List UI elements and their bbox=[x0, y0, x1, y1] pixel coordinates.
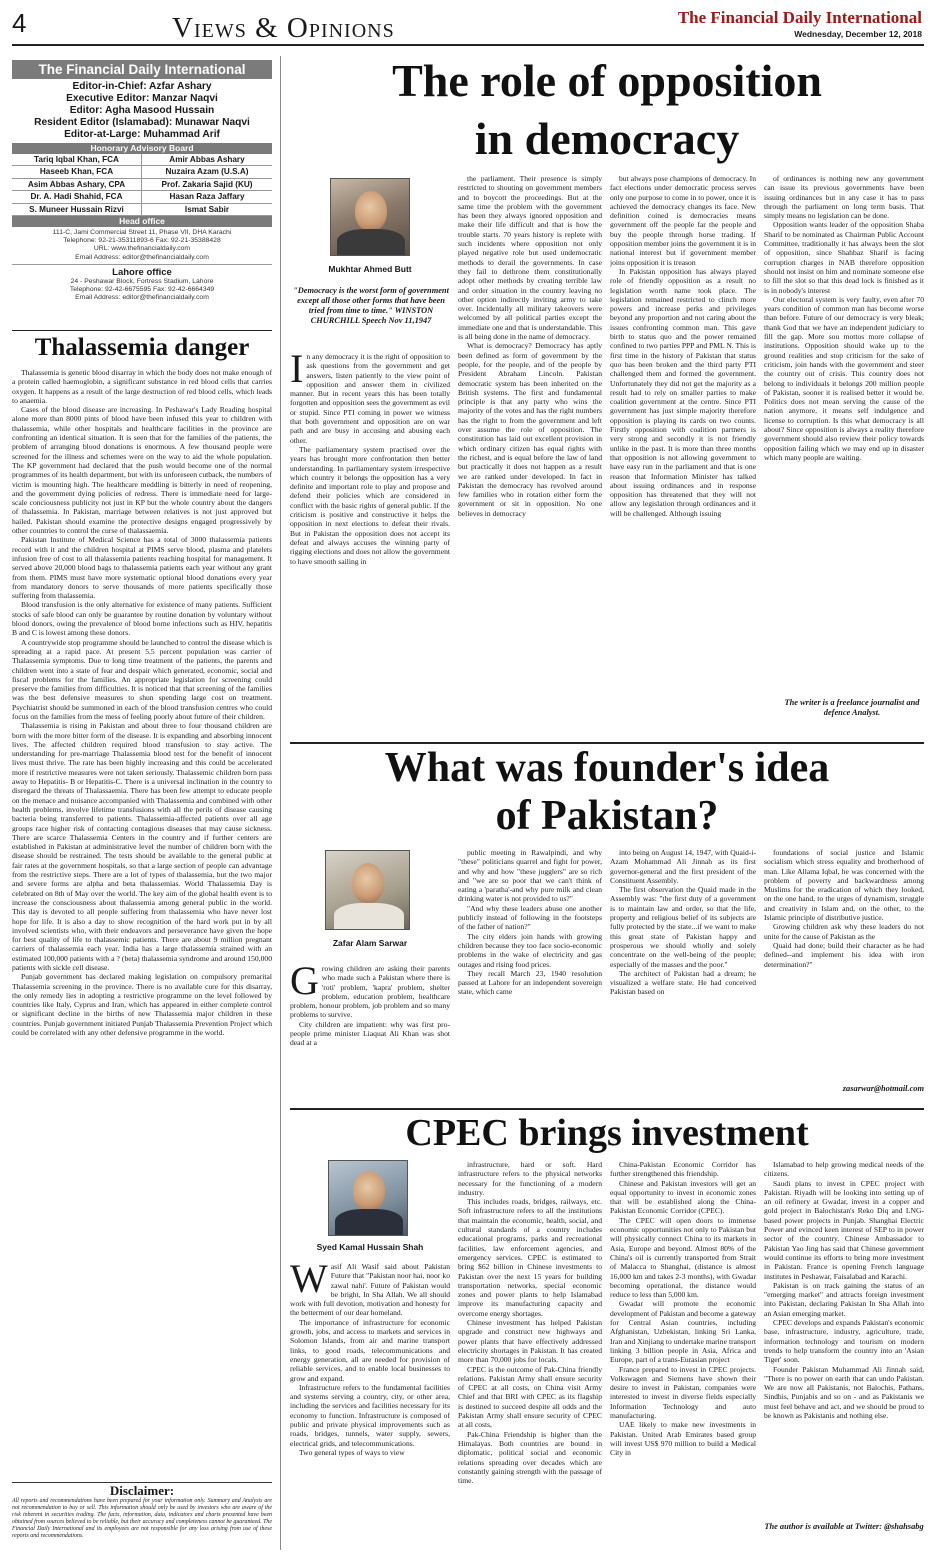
board-member: Tariq Iqbal Khan, FCA bbox=[12, 154, 142, 166]
editor-line: Editor: Agha Masood Hussain bbox=[69, 105, 215, 116]
article1-author: Mukhtar Ahmed Butt bbox=[328, 264, 412, 274]
article3-col-2-text bbox=[458, 1160, 602, 1550]
article3-paragraph: This includes roads, bridges, railways, etc. Soft infrastructure refers to all the institutions that maintain the economic, health, social, and cultural standards of a country includes educational programs, parks and recreational facilities, law enforcement agencies, and emergency services. CPEC is estimated to bring $62 billion in Chinese investments to Pakistan over the next 15 years for building transportation networks, special economic zones and power plants to help Islamabad improve its manufacturing capacity and overcome energy shortages. bbox=[458, 1197, 602, 1318]
article3-paragraph: infrastructure, hard or soft. Hard infrastructure refers to the physical networks necessary for the functioning of a modern industry. bbox=[458, 1160, 602, 1197]
article2-col-3-text bbox=[610, 848, 756, 1104]
lahore-office-title: Lahore office bbox=[112, 266, 172, 278]
office-line: Email Address: editor@thefinancialdaily.com bbox=[75, 294, 209, 302]
article2-paragraph: public meeting in Rawalpindi, and why "these" politicians quarrel and fight for power, and why and how "these jugglers" are so rich and "we are so poor that we can't think of eating a 'paratha'-and why pure milk and clean drinking water is not provided to us?" bbox=[458, 848, 602, 904]
article3-paragraph: Founder Pakistan Muhammad Ali Jinnah said, "There is no power on earth that can undo Pakistan. We are now all Pakistanis, not Balochis, Pathans, Sindhis, Punjabis and so on - and as Pakistanis we must feel behave and act, and we should be proud to be known as Pakistanis and nothing else. bbox=[764, 1364, 924, 1421]
article2-paragraph: Growing children ask why these leaders do not unite for the cause of Pakistan as the bbox=[764, 922, 924, 941]
editorial-paragraph: Cases of the blood disease are increasing. In Peshawar's Lady Reading hospital alone more than 8000 pints of blood have been infused this year to children with thalassemia, while other hospitals and healthcare facilities in the province are confronting an identical situation. It is seen that for the families of the patients, the problem of arranging blood donations is enormous. A few thousand people were screened for the illness and schemes were on the way to aid the whole population. The KP government had declared that the push would become one of the normal programmes of its health department, but with its unforeseen cutback, the numbers of victim is mounting high. The healthcare meddling is bitterly in need of reopening, and the government dying policies of redress. There is immediate need for large-scale conciousness publicity not just in KP but the whole country about the dangers of thalassemia. In Pakistan, marriage between relatives is not just approved but hailed. Pakistan should examine the protective designs engaged progressively by other countries to control the curse of thalassaemia. bbox=[12, 405, 272, 536]
article3-paragraph: Saudi plans to invest in CPEC project with Pakistan. Riyadh will be looking into setting up of an oil refinery at Gwadar, invest in a copper and gold project in Balochistan's Reko Diq and LNG-based power projects in Punjab. Shanghai Electric Power and evinced keen interest of SEP to in power sector of the country. Chinese Ambassador to Pakistan Yao Jing has said that Chinese government would continue its efforts to bring more investment in Pakistan. France is opening French language institutes in Peshawar, Faisalabad and Karachi. bbox=[764, 1178, 924, 1281]
article1-paragraph: In Pakistan opposition has always played role of friendly opposition as a result no legislation worth name took place. The legislation remained restricted to clinch more powers and increase perks and privileges beyond any proportion and not caring about the issues confronting common man. This gave birth to status quo and the power remained confined to two parties PPP and PML N. This is first time in the history of Pakistan that status quo has been broken and the third party PTI challenged them and formed the government. Unfortunately they did not get the majority as a result had to rely on smaller parties to make coalition government at the centre. Since PTI government has just simple majority therefore opposition is playing its cards on two counts. Firstly opposition with coalition partners is very strong and secondly it is not friendly unlike in the past. It is more than three months that opposition is not allowing government to have easy run in the parliament and that is one reason that Information Minister has talked about issuing ordinances and in response opposition has threatened that they will not allow any legislation through ordinances and it will be challenged. Although issuing bbox=[610, 266, 756, 518]
article3-paragraph: Two general types of ways to view bbox=[299, 1447, 405, 1457]
article1-col-1-text bbox=[290, 352, 450, 736]
article2-title bbox=[290, 744, 924, 840]
section-title: Views & Opinions bbox=[172, 12, 395, 44]
advisory-board-title: Honorary Advisory Board bbox=[12, 143, 272, 154]
article3-col-4-text bbox=[764, 1160, 924, 1518]
editor-line: Editor-in-Chief: Azfar Ashary bbox=[72, 81, 212, 92]
header-rule bbox=[12, 44, 924, 46]
editorial-paragraph: Punjab government has declared making legislation on compulsory premarital Thalassemia screening in the province. There is no available cure for this disarray, the only remedy lies in adopting a restrictive programme on the level followed by countries like Italy, Cyprus and Iran, which has appeared in either complete control or significant decline in the births of new Thalassemia major children in these countries. Punjab government initiated Punjab Thalassemia Prevention Project which could be correlated with any other defensive programme in the world. bbox=[12, 972, 272, 1038]
article3-paragraph: Infrastructure refers to the fundamental facilities and systems serving a country, city, or other area, including the services and facilities necessary for its economy to function. Infrastructure is composed of public and private physical improvements such as roads, bridges, tunnels, water supply, sewers, electrical grids, and telecommunications. bbox=[290, 1382, 450, 1448]
author-photo bbox=[325, 850, 410, 930]
board-member: Prof. Zakaria Sajid (KU) bbox=[142, 179, 272, 191]
article1-col-3-text bbox=[610, 174, 756, 738]
article3-text: asif Ali Wasif said about Pakistan Future that "Pakistan noor hai, noor ko zawal nahi'. Future of Pakistan would be bright, In Sha Allah. We all should work with full devotion, motivation and honesty for the betterment of our dear homeland. bbox=[290, 1262, 450, 1318]
issue-date: Wednesday, December 12, 2018 bbox=[794, 29, 922, 39]
article1-text: n any democracy it is the right of opposition to ask questions from the government and get answers, listen patiently to the view point of opposition and answer them in civilized manner. But in recent years this has been totally forgotten and opposition sees the government as evil or stupid. Since PTI coming in power we witness that both government and opposition are on war path and are busy in accusing and abusing each other. bbox=[290, 352, 450, 445]
board-member: Dr. A. Hadi Shahid, FCA bbox=[12, 191, 142, 203]
article2-author: Zafar Alam Sarwar bbox=[332, 938, 408, 948]
board-member: Nuzaira Azam (U.S.A) bbox=[142, 166, 272, 178]
article1-paragraph: Our electoral system is very faulty, even after 70 years condition of common man has become worse than before. Future of our democracy is very bleak; thank God that we have an independent judiciary to fill the gap. More sou mottos more collapse of institutions. Opposition should wake up to the ground realities and stop criticism for the sake of criticism, join hands with the government and steer the country out of crisis. This country does not belong to individuals it belongs 200 million people of Pakistan, sooner it is realised better it would be. Politics does not mean serving the cause of the nation anymore, it means self indulgence and license to corruption. Is this what democracy is all about? Since opposition is always a reality therefore government should also review their policy towards opposition failing which we may end up in disaster which many people are waiting. bbox=[764, 294, 924, 462]
article2-text: rowing children are asking their parents who made such a Pakistan where there is 'roti' problem, 'kapra' problem, shelter problem, education problem, healthcare problem, honour problem, job problem and so many problems to survive. bbox=[290, 964, 450, 1020]
article3-paragraph: Chinese investment has helped Pakistan upgrade and construct new highways and power plants that have effectively addressed electricity shortages in Pakistan. It has created more than 70,000 jobs for locals. bbox=[458, 1318, 602, 1365]
board-member: Hasan Raza Jaffary bbox=[142, 191, 272, 203]
editorial-paragraph: A countrywide stop programme should be launched to control the disease which is spreading at a rapid pace. At present 5.5 percent population was carrier of Thalassemia symptoms. Due to long time treatment of the patients, the parents and children went into a state of fear and despair which generated, economic, social and fiscal problems for the families. An appropriate legislation for screening could preserve the families from difficulties. It is noticed that that screening of the families was the best defensive measures to shun spending large cost on treatment. Psychiatrist should be summoned in each of the blood transfusion centres who could focus on the families from the mess of feeling poorly about future of their children. bbox=[12, 637, 272, 721]
paper-name: The Financial Daily International bbox=[677, 8, 922, 27]
dropcap: I bbox=[290, 352, 304, 391]
masthead-box bbox=[12, 60, 272, 302]
article2-paragraph: The city elders join hands with growing children because they too face socio-economic problems in the wake of electricity and gas outages and rising food prices. bbox=[458, 931, 602, 969]
advisory-board bbox=[12, 154, 272, 216]
editorial-paragraph: Thalassemia is genetic blood disarray in which the body does not make enough of a protein called haemoglobin, a significant substance in red blood cells that carries oxygen. It happens as a result of the large destruction of red blood cells, which leads to anaemia. bbox=[12, 368, 272, 405]
editor-line: Executive Editor: Manzar Naqvi bbox=[66, 93, 218, 104]
article1-paragraph: Opposition wants leader of the opposition Shaba Sharif to be nominated as Chairman Public Account Committee, traditionally it has always been the slot of opposition, since Shahbaz Sharif is facing corruption charges in NAB therefore opposition should not insist on him and nominate someone else to fill the slot so that this dead lock is finished as it is in nobody's interest bbox=[764, 220, 924, 295]
article1-title bbox=[290, 52, 924, 168]
article2-paragraph: City children are impatient: why was first pro-people prime minister Liaquat Ali Khan was shot dead at a bbox=[290, 1019, 450, 1048]
board-member: S. Muneer Hussain Rizvi bbox=[12, 204, 142, 216]
article3-paragraph: Pakistan is on track gaining the status of an "emerging market" and attracts foreign investment into Pakistan, declaring Pakistan In Sha Allah into an Asian emerging market. bbox=[764, 1280, 924, 1318]
article2-col-2-text bbox=[458, 848, 602, 1104]
article3-col-3-text bbox=[610, 1160, 756, 1550]
article1-paragraph: What is democracy? Democracy has aptly been defined as form of government by the people, for the people, and of the people by President Abraham Lincoln. Pakistan democratic system has been inherited on the British systems. The first and fundamental principle is that any party who wins the majority of the votes and has the right numbers has the right to from the government and left over assume the role of opposition. The constitution has laid out excellent provision in which ordinary citizen has equal rights with the richest, and is equal before the law of land but practically it does not happen as a result we are ranked under developed. In fact in Pakistan the democracy has revolved around few families who in rotation either form the government or sit in opposition. No one believes in democracy bbox=[458, 341, 602, 518]
office-line: 111-C, Jami Commercial Street 11, Phase VII, DHA Karachi bbox=[52, 228, 232, 236]
editorial-paragraph: Blood transfusion is the only alternative for existence of many patients. Sufficient stocks of safe blood can only be guarantee by routine donation by voluntary without blood donors, owing the prevalence of blood borne infections such as HIV, hepatitis B and C is lowest among these donors. bbox=[12, 600, 272, 638]
article3-author: Syed Kamal Hussain Shah bbox=[316, 1242, 424, 1252]
article2-paragraph: They recall March 23, 1940 resolution passed at Lahore for an independent sovereign state, which came bbox=[458, 968, 602, 997]
article3-paragraph: CPEC develops and expands Pakistan's economic base, infrastructure, industry, agriculture, trade, information technology and tourism on modern trends to help transform the country into an 'Asian Tiger' soon. bbox=[764, 1318, 924, 1365]
masthead-title: The Financial Daily International bbox=[12, 60, 272, 79]
article1-quote: "Democracy is the worst form of government except all those other forms that have been tried from time to time." WINSTON CHURCHILL Speech Nov 11,1947 bbox=[293, 286, 449, 325]
article3-paragraph: Gwadar will promote the economic development of Pakistan and become a gateway for Central Asian countries, including Afghanistan, Uzbekistan, linking Sri Lanka, Iran and Xinjiang to undertake marine transport linking 3 billion people in Asia, Africa and Europe, part of a trans-Eurasian project bbox=[610, 1299, 756, 1365]
article3-paragraph: Pak-China Friendship is higher than the Himalayas. Both countries are bound in diplomatic, political social and economic relations spreading over decades which are constantly gaining strength with the passage of time. bbox=[458, 1429, 602, 1486]
author-photo bbox=[328, 1160, 408, 1236]
author-photo bbox=[330, 178, 410, 256]
board-member: Asim Abbas Ashary, CPA bbox=[12, 179, 142, 191]
office-line: URL: www.thefinancialdaily.com bbox=[93, 245, 191, 253]
article3-signoff: The author is available at Twitter: @shahsabg bbox=[764, 1522, 924, 1531]
article2-paragraph: The architect of Pakistan had a dream; he visualized a welfare state. He had conceived Pakistan based on bbox=[610, 968, 756, 997]
article1-paragraph: but always pose champions of democracy. In fact elections under democratic process serves only one purpose to come in to power, once it is achieved the democracy changes its face. New definition coined is democracies means government off the people far the people and buy the people through horse trading. If opposition member joins the government it is in national interest but if government member joins opposition it is treason bbox=[610, 174, 756, 267]
article1-paragraph: The parliamentary system practised over the years has brought more confrontation then better understanding. In parliamentary system irrespective which country it belongs the opposition has a very definite and important role to play and propose and defend their policies which are considered in conflict with the basic rights of general public. If the criticism is positive and constructive it helps the opposition in next elections to defeat their rivals. But in Pakistan the opposition does not accept its defeat and always accuses the winning party of rigging elections and does not allow the government to have smooth sailing in bbox=[290, 444, 450, 566]
editorial-title: Thalassemia danger bbox=[34, 334, 250, 361]
dropcap: G bbox=[290, 964, 319, 1003]
article2-paragraph: foundations of social justice and Islamic socialism which stress equality and brotherhood of man. Like Allama Iqbal, he was concerned with the problem of poverty and backwardness among Muslims for the eradication of which they looked, on the one hand, to the urges of dynamism, struggle and creativity in Islam and, on the other, to the Islamic principle of distributive justice. bbox=[764, 848, 924, 923]
editorial-paragraph: Thalassemia is rising in Pakistan and about three to four thousand children are born with the more bitter form of the disease. It is expanding and absorbing innocent lives. The affected children required blood transfusion to stay active. The understanding for pre-marriage Thalassemia blood test for the benefit of innocent lives must thrive. The rate has been highly increasing and this could be accelerated more if restrictive measures were not taken seriously. Thalassemic children born pass away to Hepatitis- B or Hepatitis-C. There is a universal inclination in the country to disregard the threats of Thalassaemia. There has been few attempt to educate people on the menace and nuisance accompanied with Thalassemia and combined with other health problems, involve lifetime transfusions with all the perils of disease causing bacteria being transferred to patients. Thalassemia-affected patients over all age groups race higher risk of contacting contagious diseases that may cause sickness. There are scarce Thalassemia Centers in the country and if further centers are established in Pakistan at administrative level the number of children born with the disease should be restrained. The tests should be available to the general public at fair rates at the government hospitals, so that a large section of people can advantage from the restrictive steps. There are a lot of types of thalassemia, but the two major and severe forms are alpha and beta thalassemias. World Thalassemia Day is celebrated on 8th of May over the world. The key aim of the global health event is to increase the consciousness about thalassemia among general public in the world. This day is devoted to all people suffering from thalassemia who have never lost hope for life. It is also a day to show recognition of the hard work put in by all involved scientists who, with their endeavors and perseverance have given the hope for best quality of life to thalassemic patients. There are about 9 million pregnant carriers of thalassemia each year. India has a large thalassemia strained with an estimated 100,000 patients with a ? (beta) thalassemia syndrome and around 150,000 patients with sickle cell disease. bbox=[12, 721, 272, 972]
article3-paragraph: The CPEC will open doors to immense economic opportunities not only to Pakistan but will physically connect China to its markets in Asia, Europe and beyond. Almost 80% of the China's oil is currently transported from Strait of Malacca to Shanghai, (distance is almost 16,000 km and takes 2-3 months), with Gwadar becoming operational, the distance would reduce to less than 5,000 km. bbox=[610, 1215, 756, 1300]
office-line: Telephone: 92-21-35311893-6 Fax: 92-21-35388428 bbox=[63, 237, 221, 245]
column-divider bbox=[280, 56, 281, 1550]
article3-paragraph: France prepared to invest in CPEC projects. Volkswagen and Siemens have shown their desire to invest in Pakistan, companies were interested to invest in diverse fields especially Information Technology and auto manufacturing. bbox=[610, 1364, 756, 1421]
board-member: Ismat Sabir bbox=[142, 204, 272, 216]
article3-paragraph: The importance of infrastructure for economic growth, jobs, and access to markets and services in Solomon Islands, from air and marine transport links, to good roads, telecommunications and energy generation, all are needed for provision of reliable services, and to enable local businesses to grow and expand. bbox=[290, 1317, 450, 1383]
disclaimer-title: Disclaimer: bbox=[109, 1483, 175, 1498]
article1-col-2-text bbox=[458, 174, 602, 738]
article1-paragraph: of ordinances is nothing new any government can issue its previous governments have been issuing ordinances but in any case it has to pass through the parliament on long term basis. That simply means no legislation can be done. bbox=[764, 174, 924, 221]
article2-signoff: zasarwar@hotmail.com bbox=[842, 1084, 924, 1093]
editorial-paragraph: Pakistan Institute of Medical Science has a total of 3000 thalassemia patients record with it and the children hospital at PIMS serve blood, plasma and platelets infusion free of cost to all thalassemia patients reaching hospital for management. It served above 20,000 blood bags to thalassemia patients each year without any grant from them. PIMS must have more systematic optional blood donations every year from mandatory donors to serve thousands of more patients specifically those suffering from thalassemia. bbox=[12, 535, 272, 601]
article3-paragraph: CPEC is the outcome of Pak-China friendly relations. Pakistan Army shall ensure security of CPEC at all costs, on China visit Army Chief and that BRI with CPEC as its flagship is destined to succeed despite all odds and the Pakistan Army shall ensure security of CPEC at all costs, bbox=[458, 1364, 602, 1430]
article2-col-4-text bbox=[764, 848, 924, 1070]
article1-title-line: The role of opposition bbox=[392, 55, 822, 106]
editorial-body bbox=[12, 368, 272, 1478]
article3-paragraph: Islamabad to help growing medical needs of the citizens. bbox=[764, 1160, 924, 1179]
disclaimer-box bbox=[12, 1482, 272, 1548]
article1-signoff: The writer is a freelance journalist and defence Analyst. bbox=[784, 698, 920, 717]
article1-paragraph: the parliament. Their presence is simply restricted to shouting on government members and to boycott the proceedings. But at the same time the problem with the government has been they always ignored opposition and make their life difficult and that is how the trouble starts. 70 years history is replete with such incidents where opposition not only played negative role but used undemocratic methods to derail the governments. In case they fail to dethrone them constitutionally adopt other methods by creating terrible law and order situation in the country leaving no other option indirectly inviting army to take over. Incidentally all military takeovers were welcomed by all political parties except the immediate one and that is understandable. This is all being done in the name of democracy. bbox=[458, 174, 602, 342]
article2-title-line: of Pakistan? bbox=[495, 793, 719, 839]
dropcap: W bbox=[290, 1262, 328, 1301]
article2-paragraph: The first observation the Quaid made in the Assembly was: "the first duty of a government is to maintain law and order, so that the life, property and religious belief of its subjects are fully protected by the state...if we want to make this great state of Pakistan happy and prosperous we should wholly and solely concentrate on the well-being of the people; especially of the masses and the poor." bbox=[610, 885, 756, 969]
article1-col-4-text bbox=[764, 174, 924, 694]
article3-col-1-text bbox=[290, 1262, 450, 1550]
editorial-rule bbox=[12, 330, 272, 331]
board-member: Amir Abbas Ashary bbox=[142, 154, 272, 166]
article2-paragraph: Quaid had done; build their character as he had defined--and implement his idea with iron determination?" bbox=[764, 940, 924, 969]
article3-title: CPEC brings investment bbox=[405, 1112, 809, 1154]
office-line: Email Address: editor@thefinancialdaily.com bbox=[75, 253, 209, 261]
board-member: Haseeb Khan, FCA bbox=[12, 166, 142, 178]
editor-line: Resident Editor (Islamabad): Munawar Naqvi bbox=[34, 117, 250, 128]
article3-paragraph: Chinese and Pakistan investors will get an equal opportunity to invest in economic zones that will be established along the China-Pakistan Economic Corridor (CPEC). bbox=[610, 1178, 756, 1216]
office-line: Telephone: 92-42-6675595 Fax: 92-42-6664349 bbox=[69, 285, 215, 293]
head-office-title: Head office bbox=[12, 216, 272, 227]
article2-col-1-text bbox=[290, 964, 450, 1104]
article2-title-line: What was founder's idea bbox=[384, 745, 830, 791]
article2-paragraph: into being on August 14, 1947, with Quaid-i-Azam Mohammad Ali Jinnah as its first governor-general and the first president of the Constituent Assembly. bbox=[610, 848, 756, 885]
editor-line: Editor-at-Large: Muhammad Arif bbox=[64, 129, 220, 140]
article1-title-line: in democracy bbox=[474, 113, 740, 164]
article2-paragraph: "And why these leaders abuse one another publicly instead of following in the footsteps of the father of nation?" bbox=[458, 903, 602, 932]
disclaimer-text: All reports and recommendations have been prepared for your information only. Summary and Analysis are not recommendation to buy or sell. This information should only be used by investors who are aware of the risk inherent in securities trading. The facts, information, data, indicators and charts presented have been obtained from sources believed to be reliable, but their accuracy and completeness cannot be guaranteed. The Financial Daily International and its employees are not responsible for any loss arising from use of these reports and recommendations. bbox=[12, 1498, 272, 1539]
article3-paragraph: UAE likely to make new investments in Pakistan. United Arab Emirates based group will invest US$ 970 million to build a Medical City in bbox=[610, 1420, 756, 1458]
article3-paragraph: China-Pakistan Economic Corridor has further strengthened this friendship. bbox=[610, 1160, 756, 1179]
office-line: 24 - Peshawar Block, Fortress Stadium, Lahore bbox=[70, 277, 214, 285]
page-number: 4 bbox=[12, 8, 27, 38]
